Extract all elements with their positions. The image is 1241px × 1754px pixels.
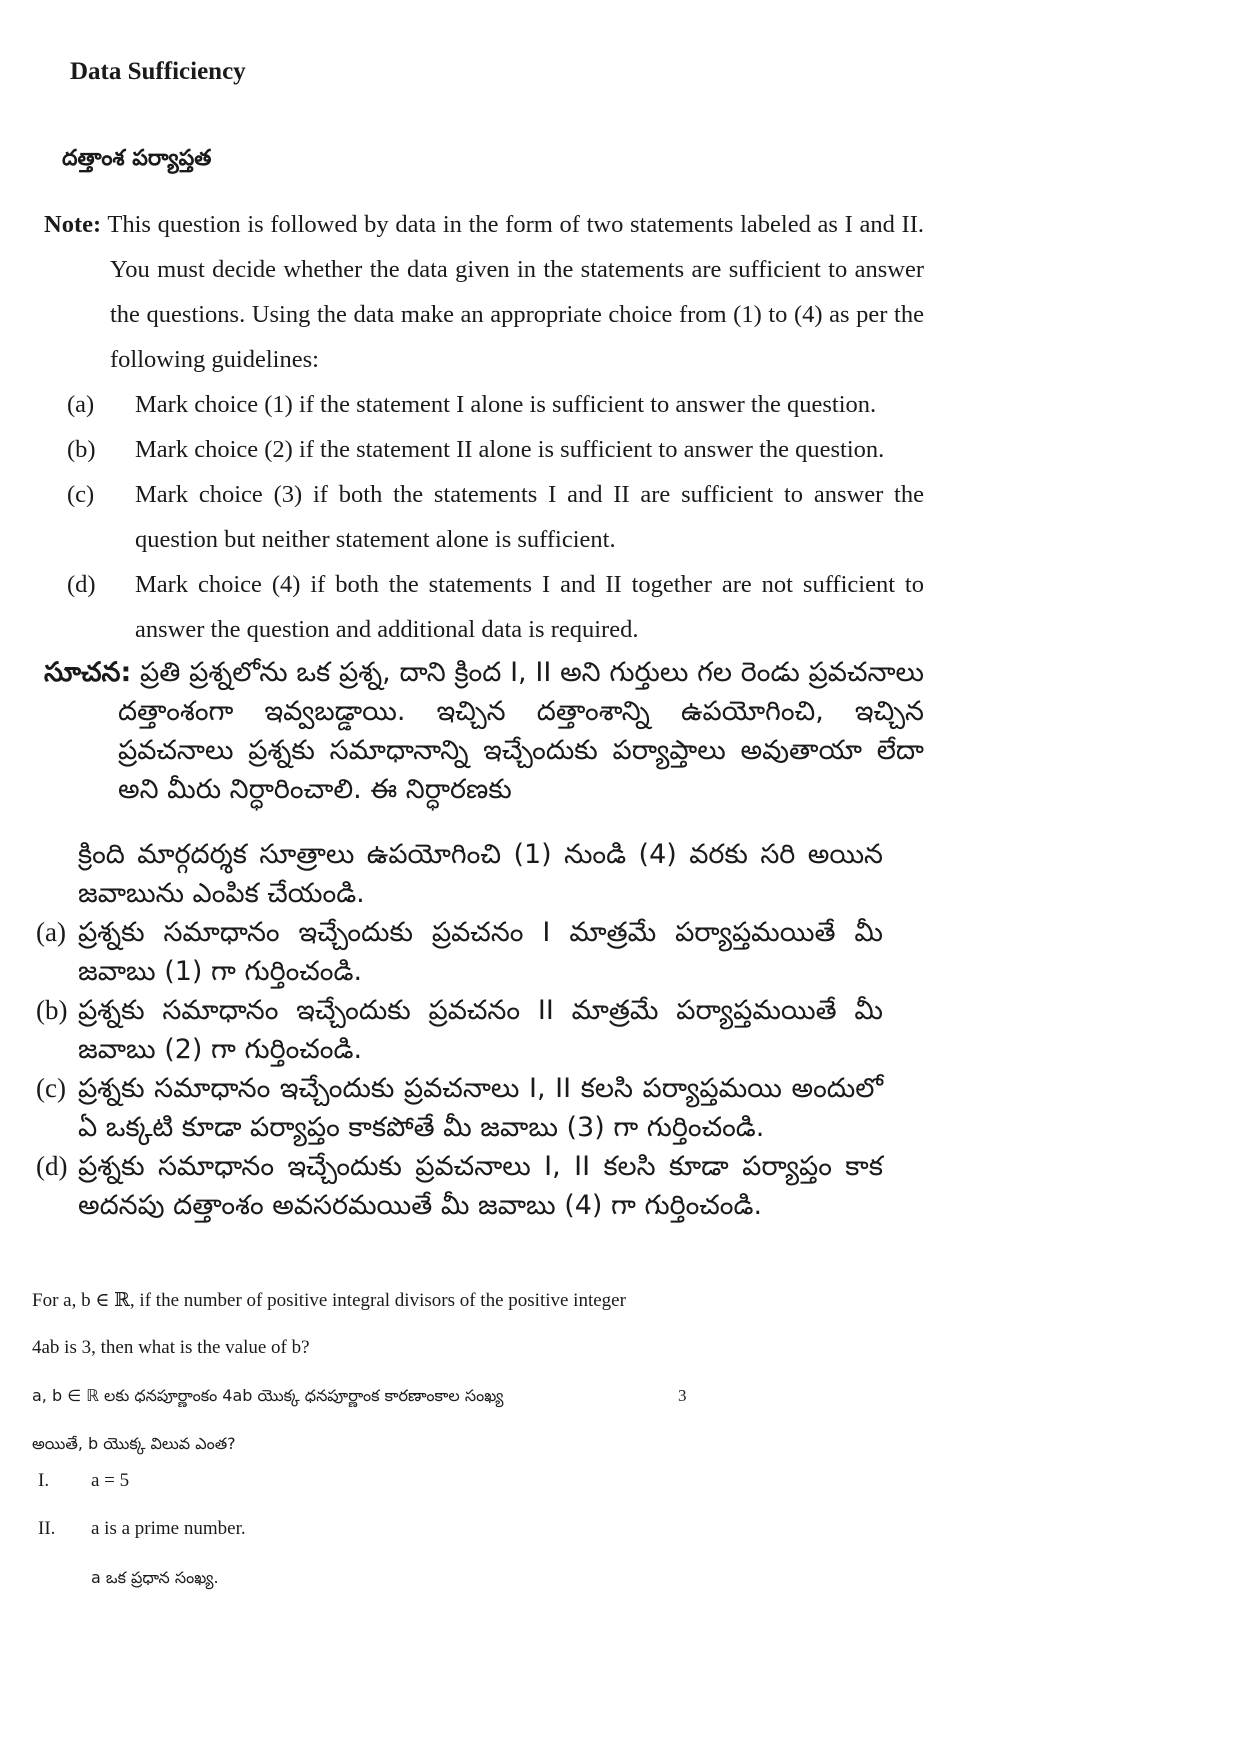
question-line-1: For a, b ∈ ℝ, if the number of positive integral divisors of the positive integer (32, 1290, 626, 1311)
guideline-text: ప్రశ్నకు సమాధానం ఇచ్చేందుకు ప్రవచనం I మాత్రమే పర్యాప్తమయితే మీ జవాబు (1) గా గుర్తించండి. (78, 917, 883, 987)
guideline-d (44, 562, 924, 652)
guideline-a (44, 382, 924, 427)
guideline-key: (a) (67, 391, 95, 418)
statement-1 (38, 1470, 638, 1500)
guideline-b (44, 427, 924, 472)
statement-text: a = 5 (91, 1470, 130, 1491)
telugu-guideline-a (36, 913, 883, 991)
guideline-text: Mark choice (2) if the statement II alone is sufficient to answer the question. (135, 436, 885, 463)
guideline-key: (c) (67, 481, 95, 508)
statement-text: a is a prime number. (91, 1518, 246, 1539)
guideline-c (44, 472, 924, 562)
guideline-text: Mark choice (3) if both the statements I and II are sufficient to answer the question but neither statement alone is sufficient. (135, 481, 924, 553)
guideline-text: ప్రశ్నకు సమాధానం ఇచ్చేందుకు ప్రవచనం II మాత్రమే పర్యాప్తమయితే మీ జవాబు (2) గా గుర్తించండి. (78, 995, 883, 1065)
question-telugu-line-2: అయితే, b యొక్క విలువ ఎంత? (32, 1434, 236, 1453)
telugu-guideline-b (36, 991, 883, 1069)
guideline-key: (c) (36, 1073, 66, 1103)
question-line-2: 4ab is 3, then what is the value of b? (32, 1337, 310, 1358)
guideline-text: ప్రశ్నకు సమాధానం ఇచ్చేందుకు ప్రవచనాలు I, II కలసి కూడా పర్యాప్తం కాక అదనపు దత్తాంశం అవసరమయితే మీ జవాబు (4) గా గుర్తించండి. (78, 1151, 883, 1221)
note-label: Note: (44, 211, 102, 238)
note-text: This question is followed by data in the form of two statements labeled as I and II. You must decide whether the data given in the statements are sufficient to answer the questions. Using the data make an appropriate choice from (1) to (4) as per the following guidelines: (107, 211, 924, 373)
statement-2-telugu: a ఒక ప్రధాన సంఖ్య. (91, 1568, 219, 1587)
guideline-text: Mark choice (4) if both the statements I and II together are not sufficient to answer the question and additional data is required. (135, 571, 924, 643)
guideline-text: ప్రశ్నకు సమాధానం ఇచ్చేందుకు ప్రవచనాలు I, II కలసి పర్యాప్తమయి అందులో ఏ ఒక్కటి కూడా పర్యాప్తం కాకపోతే మీ జవాబు (3) గా గుర్తించండి. (78, 1073, 883, 1143)
question-telugu-line-1: a, b ∈ ℝ లకు ధనపూర్ణాంకం 4ab యొక్క ధనపూర్ణాంక కారణాంకాల సంఖ్య (32, 1386, 504, 1405)
telugu-note-section (44, 653, 924, 809)
guideline-key: (b) (36, 995, 68, 1025)
guideline-key: (a) (36, 917, 66, 947)
telugu-guidelines (36, 835, 883, 1225)
page-title: Data Sufficiency (70, 58, 246, 85)
note-section (44, 202, 924, 652)
note-paragraph (44, 202, 924, 382)
telugu-guideline-c (36, 1069, 883, 1147)
guideline-key: (d) (67, 571, 96, 598)
statement-key: II. (38, 1518, 56, 1539)
question-telugu-number: 3 (678, 1386, 687, 1405)
telugu-title: దత్తాంశ పర్యాప్తత (62, 146, 212, 171)
telugu-guideline-d (36, 1147, 883, 1225)
telugu-note-label: సూచన: (44, 657, 132, 688)
guideline-text: Mark choice (1) if the statement I alone is sufficient to answer the question. (135, 391, 877, 418)
guideline-key: (d) (36, 1151, 68, 1181)
statement-key: I. (38, 1470, 50, 1491)
telugu-note-text: ప్రతి ప్రశ్నలోను ఒక ప్రశ్న, దాని క్రింద I, II అని గుర్తులు గల రెండు ప్రవచనాలు దత్తాంశంగా ఇవ్వబడ్డాయి. ఇచ్చిన దత్తాంశాన్ని ఉపయోగించి, ఇచ్చిన ప్రవచనాలు ప్రశ్నకు సమాధానాన్ని ఇచ్చేందుకు పర్యాప్తాలు అవుతాయా లేదా అని మీరు నిర్ధారించాలి. ఈ నిర్ధారణకు (118, 657, 924, 805)
telugu-note-text-2: క్రింది మార్గదర్శక సూత్రాలు ఉపయోగించి (1) నుండి (4) వరకు సరి అయిన జవాబును ఎంపిక చేయండి. (78, 839, 883, 909)
telugu-note-paragraph (44, 653, 924, 809)
guideline-key: (b) (67, 436, 96, 463)
statement-2 (38, 1518, 638, 1548)
